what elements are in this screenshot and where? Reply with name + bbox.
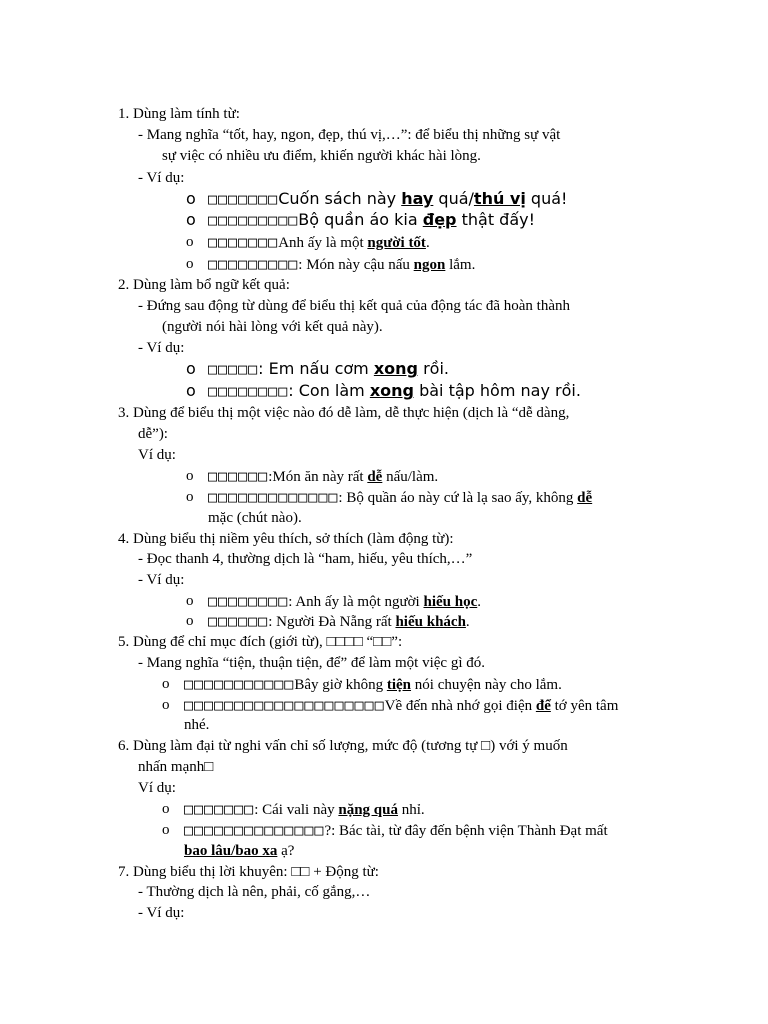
section-6-heading-cont: nhấn mạnh□	[138, 759, 214, 775]
section-7-heading: 7. Dùng biểu thị lời khuyên: □□ + Động từ:	[118, 864, 379, 880]
chinese-text: □□□□□□□	[208, 233, 279, 251]
chinese-text: □□□□□□□	[184, 800, 255, 818]
bullet: o	[186, 210, 196, 229]
example-1-4: o □□□□□□□□□: Món này cậu nấu ngon lắm.	[186, 255, 476, 273]
bullet: o	[186, 189, 196, 208]
section-2-example-label: - Ví dụ:	[138, 340, 185, 356]
section-1-desc: - Mang nghĩa “tốt, hay, ngon, đẹp, thú vị,…”: để biểu thị những sự vật	[138, 127, 561, 143]
keyword: thú vị	[473, 189, 526, 208]
section-1-heading: 1. Dùng làm tính từ:	[118, 106, 240, 122]
section-2-desc-cont: (người nói hài lòng với kết quả này).	[162, 319, 383, 335]
section-1-desc-cont: sự việc có nhiều ưu điểm, khiến người khác hài lòng.	[162, 148, 481, 164]
example-2-2: o □□□□□□□□: Con làm xong bài tập hôm nay rồi.	[186, 381, 581, 400]
example-3-1: o □□□□□□:Món ăn này rất dễ nấu/làm.	[186, 467, 439, 485]
bullet: o	[162, 801, 170, 817]
section-4-example-label: - Ví dụ:	[138, 572, 185, 588]
bullet: o	[186, 256, 194, 272]
chinese-text: □□□□□□□□□	[208, 255, 299, 273]
keyword: hiếu khách	[395, 614, 466, 630]
keyword: đẹp	[422, 210, 457, 229]
chinese-text: □□□□□□□□□	[208, 211, 299, 229]
bullet: o	[186, 613, 194, 629]
keyword: xong	[373, 359, 418, 378]
bullet: o	[186, 468, 194, 484]
chinese-text: □□□□□□□□	[208, 592, 289, 610]
section-1-example-label: - Ví dụ:	[138, 170, 185, 186]
example-1-3: o □□□□□□□Anh ấy là một người tốt.	[186, 233, 430, 251]
bullet: o	[186, 359, 196, 378]
section-2-heading: 2. Dùng làm bổ ngữ kết quả:	[118, 277, 290, 293]
keyword: tiện	[386, 677, 412, 693]
keyword: nặng quá	[338, 802, 398, 818]
section-7-desc: - Thường dịch là nên, phải, cố gắng,…	[138, 884, 371, 900]
bullet: o	[162, 822, 170, 838]
example-4-1: o □□□□□□□□: Anh ấy là một người hiếu học.	[186, 592, 481, 610]
section-5-heading: 5. Dùng để chỉ mục đích (giới từ), □□□□ “□□”:	[118, 634, 403, 650]
bullet: o	[186, 489, 194, 505]
keyword: hiếu học	[423, 594, 478, 610]
keyword: ngon	[413, 257, 446, 273]
section-3-example-label: Ví dụ:	[138, 447, 176, 463]
example-6-1: o □□□□□□□: Cái vali này nặng quá nhỉ.	[162, 800, 425, 818]
chinese-text: □□□□□□	[208, 612, 269, 630]
keyword: xong	[369, 381, 414, 400]
keyword: dễ	[577, 490, 593, 506]
example-6-2-cont: bao lâu/bao xa ạ?	[184, 843, 295, 859]
chinese-text: □□□□□□□□□□□□□□□□□□□□	[184, 696, 385, 714]
example-4-2: o □□□□□□: Người Đà Nẵng rất hiếu khách.	[186, 612, 470, 630]
example-3-2: o □□□□□□□□□□□□□: Bộ quần áo này cứ là lạ sao ấy, không dễ	[186, 488, 593, 506]
bullet: o	[186, 234, 194, 250]
example-6-2: o □□□□□□□□□□□□□□?: Bác tài, từ đây đến bệnh viện Thành Đạt mất	[162, 821, 608, 839]
keyword: người tốt	[367, 235, 426, 251]
bullet: o	[162, 676, 170, 692]
chinese-text: □□□□□□	[208, 467, 269, 485]
section-6-example-label: Ví dụ:	[138, 780, 176, 796]
section-2-desc: - Đứng sau động từ dùng để biểu thị kết quả của động tác đã hoàn thành	[138, 298, 570, 314]
chinese-text: □□□□□□□□□□□□□□	[184, 821, 325, 839]
keyword: hay	[401, 189, 434, 208]
section-7-example-label: - Ví dụ:	[138, 905, 185, 921]
chinese-text: □□□□□□□	[208, 190, 279, 208]
example-1-2: o □□□□□□□□□Bộ quần áo kia đẹp thật đấy!	[186, 210, 536, 229]
example-2-1: o □□□□□: Em nấu cơm xong rồi.	[186, 359, 449, 378]
example-5-2: o □□□□□□□□□□□□□□□□□□□□Về đến nhà nhớ gọi điện để tớ yên tâm	[162, 696, 619, 714]
bullet: o	[186, 593, 194, 609]
bullet: o	[186, 381, 196, 400]
section-3-heading: 3. Dùng để biểu thị một việc nào đó dễ làm, dễ thực hiện (dịch là “dễ dàng,	[118, 405, 570, 421]
example-5-2-cont: nhé.	[184, 717, 210, 733]
chinese-text: □□□□□	[208, 360, 259, 378]
keyword: bao lâu/bao xa	[184, 843, 278, 859]
example-3-2-cont: mặc (chút nào).	[208, 510, 302, 526]
chinese-text: □□□□□□□□	[208, 382, 289, 400]
chinese-text: □□□□□□□□□□□	[184, 675, 295, 693]
section-6-heading: 6. Dùng làm đại từ nghi vấn chỉ số lượng, mức độ (tương tự □) với ý muốn	[118, 738, 568, 754]
section-4-desc: - Đọc thanh 4, thường dịch là “ham, hiếu, yêu thích,…”	[138, 551, 473, 567]
example-1-1: o □□□□□□□Cuốn sách này hay quá/thú vị quá!	[186, 189, 568, 208]
keyword: để	[535, 698, 551, 714]
section-5-desc: - Mang nghĩa “tiện, thuận tiện, để” để làm một việc gì đó.	[138, 655, 485, 671]
example-5-1: o □□□□□□□□□□□Bây giờ không tiện nói chuyện này cho lắm.	[162, 675, 562, 693]
chinese-text: □□□□□□□□□□□□□	[208, 488, 339, 506]
section-3-heading-cont: dễ”):	[138, 426, 168, 442]
keyword: dễ	[367, 469, 383, 485]
section-4-heading: 4. Dùng biểu thị niềm yêu thích, sở thích (làm động từ):	[118, 531, 454, 547]
bullet: o	[162, 697, 170, 713]
